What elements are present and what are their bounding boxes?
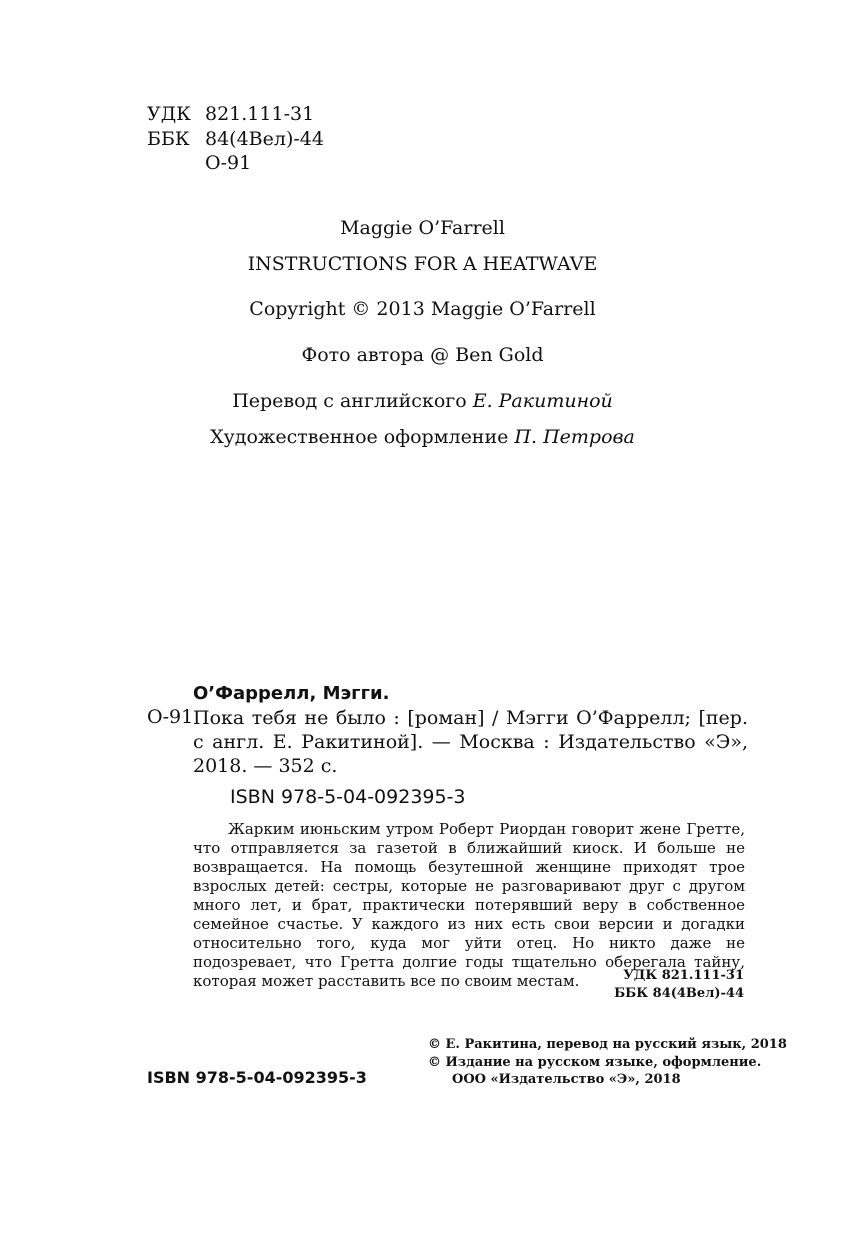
author-mark: О-91 bbox=[205, 152, 252, 174]
copyright-edition: © Издание на русском языке, оформление. bbox=[428, 1055, 762, 1070]
bibliographic-description: Пока тебя не было : [роман] / Мэгги О’Фаррелл; [пер. с англ. Е. Ракитиной]. — Москва : Издательство «Э», 2018. — 352 с. bbox=[193, 707, 748, 777]
original-title: INSTRUCTIONS FOR A HEATWAVE bbox=[247, 253, 598, 275]
photo-credit: Фото автора @ Ben Gold bbox=[301, 344, 544, 366]
footer-isbn: ISBN 978-5-04-092395-3 bbox=[147, 1068, 367, 1087]
copyright-line: Copyright © 2013 Maggie O’Farrell bbox=[249, 298, 596, 320]
design-credit bbox=[0, 426, 845, 448]
udk-value: 821.111-31 bbox=[205, 103, 315, 125]
design-prefix: Художественное оформление bbox=[210, 426, 515, 448]
designer-name: П. Петрова bbox=[514, 426, 635, 448]
original-author: Maggie O’Farrell bbox=[340, 217, 505, 239]
annotation-paragraph: Жарким июньским утром Роберт Риордан говорит жене Гретте, что отправляется за газетой в ближайший киоск. И больше не возвращается. На помощь безутешной женщине приходят трое взрослых детей: сестры, которые не разговаривают друг с другом много лет, и брат, практически потерявший веру в собственное семейное счастье. У каждого из них есть свои версии и догадки относительно того, куда мог уйти отец. Но никто даже не подозревает, что Гретта долгие годы тщательно оберегала тайну, которая может расставить все по своим местам. bbox=[193, 820, 745, 990]
catalog-isbn: ISBN 978-5-04-092395-3 bbox=[230, 786, 466, 808]
bbk-label: ББК bbox=[147, 128, 190, 150]
translation-credit bbox=[0, 390, 845, 412]
bbk-value: 84(4Вел)-44 bbox=[205, 128, 324, 150]
translation-prefix: Перевод с английского bbox=[232, 390, 473, 412]
udk-label: УДК bbox=[147, 103, 191, 125]
copyright-publisher: ООО «Издательство «Э», 2018 bbox=[452, 1072, 681, 1087]
catalog-udk: УДК 821.111-31 bbox=[623, 968, 744, 983]
catalog-main-entry: О’Фаррелл, Мэгги. bbox=[193, 683, 390, 704]
translator-name: Е. Ракитиной bbox=[472, 390, 613, 412]
catalog-class-mark: О-91 bbox=[147, 706, 194, 728]
copyright-translation: © Е. Ракитина, перевод на русский язык, 2018 bbox=[428, 1037, 787, 1052]
catalog-bbk: ББК 84(4Вел)-44 bbox=[614, 986, 744, 1001]
